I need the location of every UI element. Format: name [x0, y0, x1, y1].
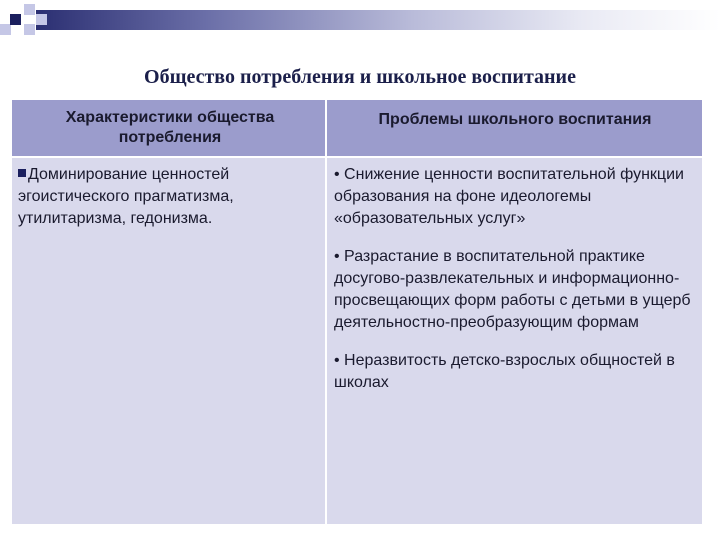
comparison-table — [12, 100, 702, 524]
list-item: • Неразвитость детско-взрослых общностей в школах — [334, 352, 675, 391]
table-cell-problems — [334, 164, 698, 410]
cell-text: Доминирование ценностей эгоистического прагматизма, утилитаризма, гедонизма. — [18, 166, 234, 227]
table-cell-characteristics — [18, 164, 318, 230]
decorative-square — [24, 24, 35, 35]
list-item: • Снижение ценности воспитательной функции образования на фоне идеологемы «образовательных услуг» — [334, 166, 684, 227]
list-item: • Разрастание в воспитательной практике досугово-развлекательных и информационно-просвещающих форм работы с детьми в ущерб деятельностно-преобразующим формам — [334, 248, 691, 331]
decorative-square — [24, 4, 35, 15]
column-header-problems: Проблемы школьного воспитания — [378, 111, 652, 128]
decorative-square — [10, 14, 21, 25]
decorative-square — [0, 24, 11, 35]
slide-title: Общество потребления и школьное воспитание — [144, 66, 576, 88]
square-bullet-icon — [18, 169, 26, 177]
decorative-square — [36, 14, 47, 25]
column-header-characteristics: Характеристики общества потребления — [65, 109, 275, 146]
column-divider — [325, 100, 327, 524]
header-gradient-bar — [36, 10, 720, 30]
row-divider — [12, 156, 702, 158]
